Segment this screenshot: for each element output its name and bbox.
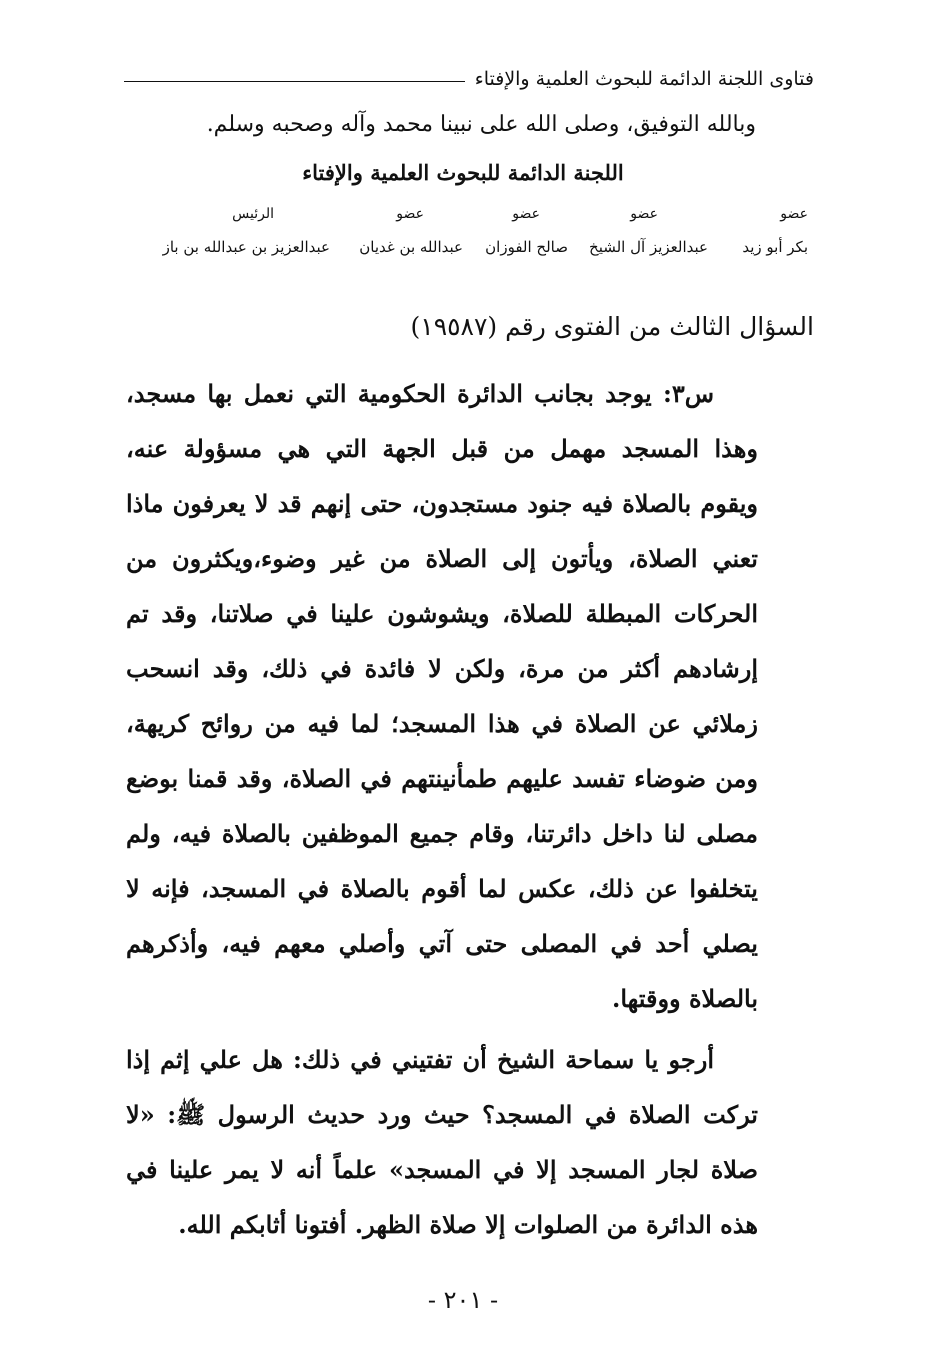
question-paragraph: أرجو يا سماحة الشيخ أن تفتيني في ذلك: هل علي إثم إذا تركت الصلاة في المسجد؟ حيث ورد حديث الرسول ﷺ: «لا صلاة لجار المسجد إلا في المسجد» علماً أنه لا يمر علينا في هذه الدائرة من الصلوات إلا صلاة الظهر. أفتونا أثابكم الله. [126,1045,759,1239]
member-name: عبدالعزيز آل الشيخ [589,238,708,256]
member-role: عضو [780,206,808,222]
closing-statement: وبالله التوفيق، وصلى الله على نبينا محمد وآله وصحبه وسلم. [206,112,756,137]
member-name: عبدالله بن غديان [359,238,463,256]
question-paragraph: س٣: يوجد بجانب الدائرة الحكومية التي نعمل بها مسجد، وهذا المسجد مهمل من قبل الجهة التي هي مسؤولة عنه، ويقوم بالصلاة فيه جنود مستجدون، حتى إنهم قد لا يعرفون ماذا تعني الصلاة، ويأتون إلى الصلاة من غير وضوء،ويكثرون من الحركات المبطلة للصلاة، ويشوشون علينا في صلاتنا، وقد تم إرشادهم أكثر من مرة، ولكن لا فائدة في ذلك، وقد انسحب زملائي عن الصلاة في هذا المسجد؛ لما فيه من روائح كريهة، ومن ضوضاء تفسد عليهم طمأنينتهم في الصلاة، وقد قمنا بوضع مصلى لنا داخل دائرتنا، وقام جميع الموظفين بالصلاة فيه، ولم يتخلفوا عن ذلك، عكس لما أقوم بالصلاة في المسجد، فإنه لا يصلي أحد في المصلى حتى آتي وأصلي معهم فيه، وأذكرهم بالصلاة ووقتها. [126,379,758,1013]
member-name: صالح الفوزان [485,238,568,256]
member-role: عضو [630,206,658,222]
running-header [124,62,814,96]
question-heading: السؤال الثالث من الفتوى رقم (١٩٥٨٧) [410,312,814,341]
member-role: الرئيس [232,206,274,222]
member-name: بكر أبو زيد [742,238,808,256]
member-roles-row [118,206,808,228]
page-number: - ٢٠١ - [427,1286,499,1314]
running-header-title: فتاوى اللجنة الدائمة للبحوث العلمية والإفتاء [474,68,814,90]
member-names-row [118,238,808,266]
committee-title: اللجنة الدائمة للبحوث العلمية والإفتاء [302,160,624,185]
member-name: عبدالعزيز بن عبدالله بن باز [162,238,330,256]
member-role: عضو [396,206,424,222]
member-role: عضو [512,206,540,222]
header-rule [124,81,465,82]
question-body [126,366,758,1252]
